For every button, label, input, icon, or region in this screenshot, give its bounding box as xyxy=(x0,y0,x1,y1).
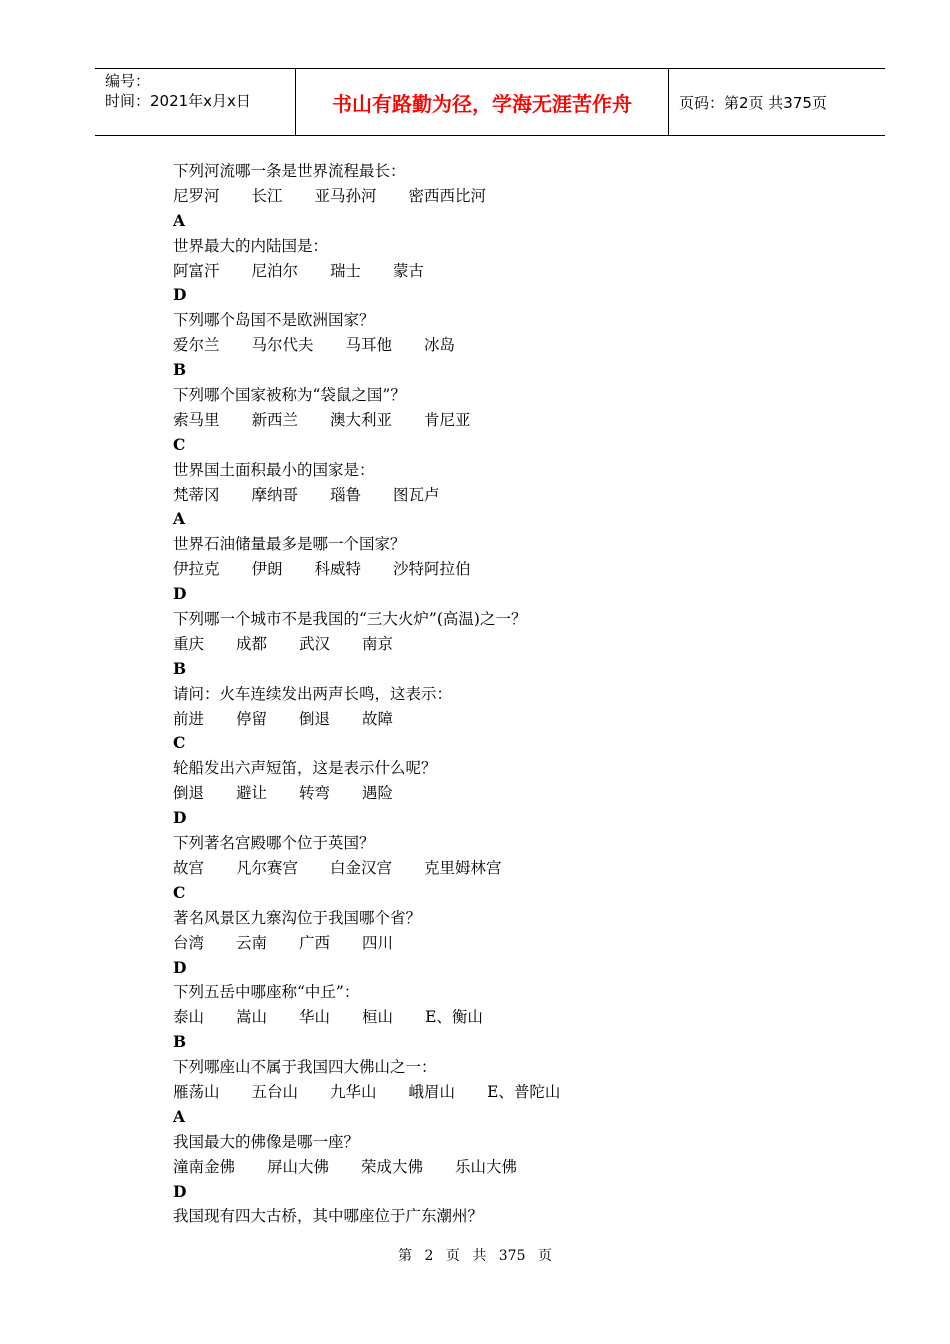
question-text: 下列河流哪一条是世界流程最长： xyxy=(173,162,406,180)
answer-letter: D xyxy=(173,1181,187,1201)
question-options xyxy=(173,557,853,582)
option-text: 摩纳哥 xyxy=(251,485,299,504)
answer-letter: C xyxy=(173,733,186,753)
answer-letter: B xyxy=(173,658,187,678)
option-text: 屏山大佛 xyxy=(267,1157,330,1176)
question-text: 轮船发出六声短笛，这是表示什么呢？ xyxy=(173,759,437,778)
quiz-content xyxy=(173,159,853,1229)
question-text: 下列哪个岛国不是欧洲国家？ xyxy=(173,311,375,330)
option-text: 华山 xyxy=(299,1008,331,1027)
answer-letter: D xyxy=(173,957,187,977)
question-options xyxy=(173,333,853,358)
option-text: 瑞士 xyxy=(330,261,362,280)
answer-letter: C xyxy=(173,882,186,902)
option-text: 图瓦卢 xyxy=(393,485,440,504)
option-text: 马尔代夫 xyxy=(251,336,314,355)
document-time-label: 时间：2021年x月x日 xyxy=(105,92,251,110)
question-text: 下列哪座山不属于我国四大佛山之一： xyxy=(173,1058,437,1077)
option-text: 伊朗 xyxy=(251,560,283,579)
page-footer xyxy=(0,1245,950,1265)
option-text: 武汉 xyxy=(299,634,331,653)
footer-total-prefix: 共 xyxy=(472,1248,487,1264)
option-text: 遇险 xyxy=(362,784,394,803)
option-text: E、衡山 xyxy=(425,1008,483,1027)
question-text: 请问：火车连续发出两声长鸣，这表示： xyxy=(173,684,453,703)
footer-page-number: 2 xyxy=(424,1248,434,1264)
question-text: 下列哪个国家被称为“袋鼠之国”？ xyxy=(173,386,406,405)
answer-letter: A xyxy=(173,210,186,230)
option-text: 九华山 xyxy=(330,1082,377,1101)
option-text: 长江 xyxy=(251,186,283,205)
option-text: 成都 xyxy=(236,634,268,653)
footer-page-prefix: 第 xyxy=(398,1248,413,1264)
question-options xyxy=(173,483,853,508)
question-options xyxy=(173,781,853,806)
option-text: 倒退 xyxy=(299,709,331,728)
option-text: 瑙鲁 xyxy=(330,485,362,504)
option-text: 蒙古 xyxy=(393,261,425,280)
option-text: 转弯 xyxy=(299,784,331,803)
question-text: 我国现有四大古桥，其中哪座位于广东潮州？ xyxy=(173,1207,484,1226)
option-text: 冰岛 xyxy=(424,336,456,355)
option-text: 新西兰 xyxy=(251,410,299,429)
option-text: 故障 xyxy=(362,709,394,728)
question-text: 下列著名宫殿哪个位于英国？ xyxy=(173,834,375,853)
option-text: 白金汉宫 xyxy=(330,858,393,877)
option-text: 沙特阿拉伯 xyxy=(393,560,471,579)
header-motto: 书山有路勤为径，学海无涯苦作舟 xyxy=(332,91,632,116)
option-text: 乐山大佛 xyxy=(455,1157,518,1176)
option-text: 凡尔赛宫 xyxy=(236,858,299,877)
footer-page-word: 页 xyxy=(445,1248,460,1264)
question-options xyxy=(173,184,853,209)
option-text: 故宫 xyxy=(173,858,205,877)
option-text: 伊拉克 xyxy=(173,560,220,579)
question-options xyxy=(173,931,853,956)
option-text: 台湾 xyxy=(173,933,205,952)
question-options xyxy=(173,707,853,732)
option-text: 南京 xyxy=(362,634,394,653)
option-text: 五台山 xyxy=(251,1082,299,1101)
question-text: 下列五岳中哪座称“中丘”： xyxy=(173,983,360,1002)
question-text: 下列哪一个城市不是我国的“三大火炉”(高温)之一？ xyxy=(173,610,527,629)
question-text: 世界最大的内陆国是： xyxy=(173,236,329,255)
option-text: 峨眉山 xyxy=(408,1082,456,1101)
option-text: 桓山 xyxy=(362,1008,394,1027)
option-text: 索马里 xyxy=(173,410,220,429)
footer-total-number: 375 xyxy=(498,1248,526,1264)
option-text: 广西 xyxy=(299,933,331,952)
question-options xyxy=(173,856,853,881)
answer-letter: D xyxy=(173,285,187,305)
option-text: 澳大利亚 xyxy=(330,410,393,429)
question-options xyxy=(173,408,853,433)
option-text: 潼南金佛 xyxy=(173,1157,236,1176)
answer-letter: A xyxy=(173,1106,186,1126)
option-text: 泰山 xyxy=(173,1008,205,1027)
option-text: 四川 xyxy=(362,933,394,952)
option-text: 肯尼亚 xyxy=(424,410,471,429)
answer-letter: D xyxy=(173,808,187,828)
option-text: 前进 xyxy=(173,709,205,728)
answer-letter: B xyxy=(173,1032,187,1052)
option-text: 停留 xyxy=(236,709,268,728)
option-text: 尼泊尔 xyxy=(251,261,299,280)
answer-letter: B xyxy=(173,360,187,380)
option-text: 荣成大佛 xyxy=(361,1157,424,1176)
option-text: 爱尔兰 xyxy=(173,336,220,355)
question-text: 世界国土面积最小的国家是： xyxy=(173,460,375,479)
option-text: 梵蒂冈 xyxy=(173,485,220,504)
header-meta xyxy=(95,69,295,135)
answer-letter: C xyxy=(173,434,186,454)
answer-letter: A xyxy=(173,509,186,529)
option-text: 亚马孙河 xyxy=(314,186,377,205)
header-page-cell xyxy=(669,69,885,135)
option-text: 倒退 xyxy=(173,784,205,803)
option-text: 雁荡山 xyxy=(173,1082,220,1101)
option-text: E、普陀山 xyxy=(487,1082,561,1101)
answer-letter: D xyxy=(173,584,187,604)
page-header xyxy=(95,68,885,136)
header-page-info: 页码：第2页 共375页 xyxy=(679,93,827,112)
question-options xyxy=(173,1005,853,1030)
option-text: 阿富汗 xyxy=(173,261,220,280)
option-text: 马耳他 xyxy=(345,336,393,355)
question-options xyxy=(173,632,853,657)
option-text: 尼罗河 xyxy=(173,186,220,205)
option-text: 密西西比河 xyxy=(408,186,487,205)
option-text: 云南 xyxy=(236,933,268,952)
question-text: 世界石油储量最多是哪一个国家？ xyxy=(173,535,406,554)
header-motto-cell xyxy=(295,69,669,135)
question-text: 著名风景区九寨沟位于我国哪个省？ xyxy=(173,908,422,927)
option-text: 避让 xyxy=(236,784,268,803)
question-options xyxy=(173,1155,853,1180)
option-text: 科威特 xyxy=(314,560,362,579)
footer-total-word: 页 xyxy=(537,1248,552,1264)
option-text: 重庆 xyxy=(173,634,205,653)
document-number-label: 编号： xyxy=(105,72,151,90)
option-text: 克里姆林宫 xyxy=(424,858,502,877)
option-text: 嵩山 xyxy=(236,1008,268,1027)
question-options xyxy=(173,259,853,284)
question-options xyxy=(173,1080,853,1105)
question-text: 我国最大的佛像是哪一座？ xyxy=(173,1132,360,1151)
